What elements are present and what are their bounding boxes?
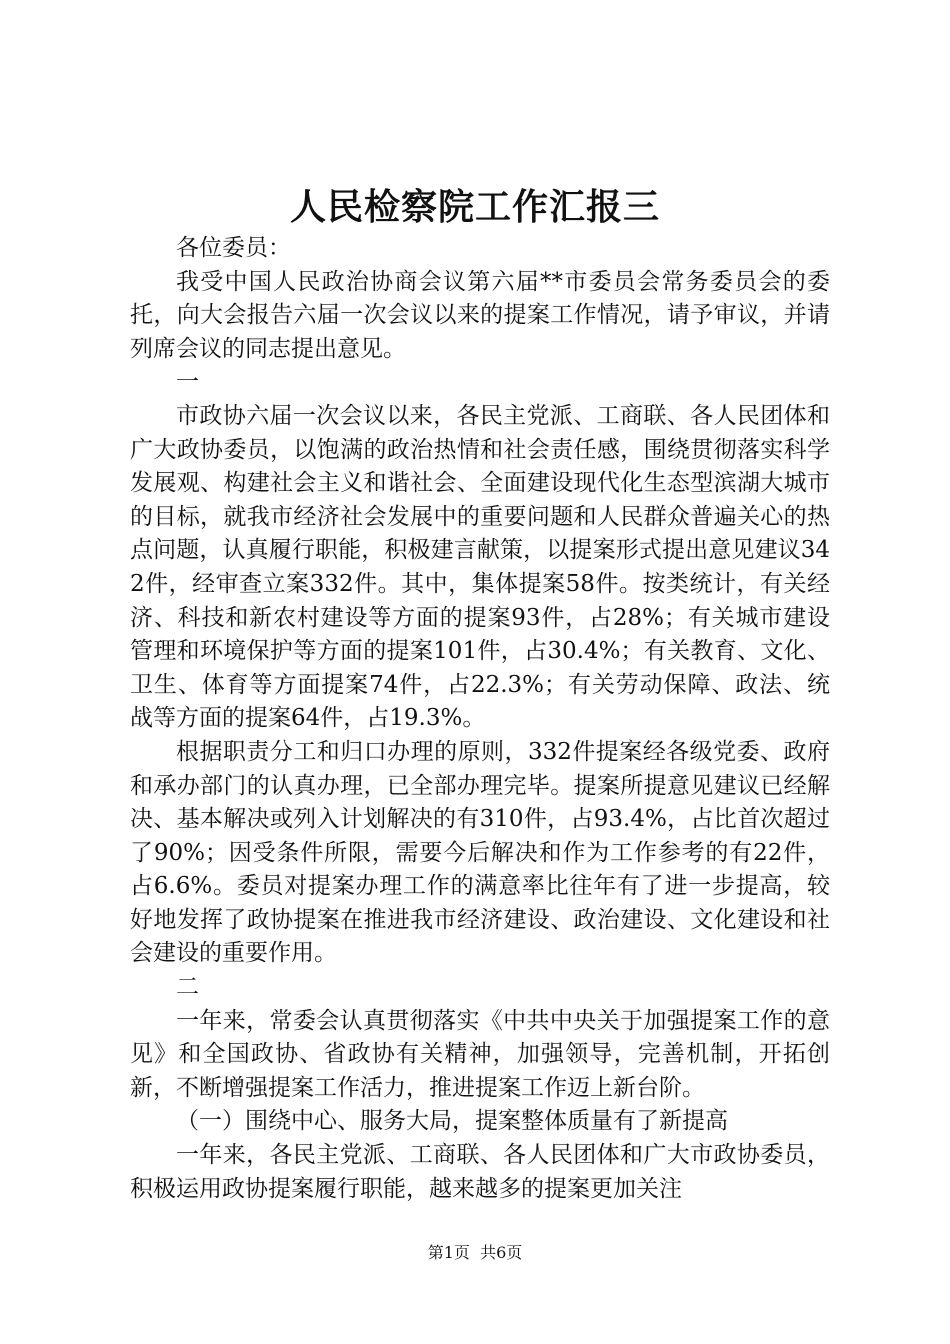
intro-paragraph: 我受中国人民政治协商会议第六届**市委员会常务委员会的委托，向大会报告六届一次会议以来的提案工作情况，请予审议，并请列席会议的同志提出意见。 bbox=[130, 268, 830, 362]
body-paragraph: 一年来，各民主党派、工商联、各人民团体和广大市政协委员，积极运用政协提案履行职能，越来越多的提案更加关注 bbox=[130, 1142, 830, 1202]
body-paragraph: 市政协六届一次会议以来，各民主党派、工商联、各人民团体和广大政协委员，以饱满的政治热情和社会责任感，围绕贯彻落实科学发展观、构建社会主义和谐社会、全面建设现代化生态型滨湖大城市的目标，就我市经济社会发展中的重要问题和人民群众普遍关心的热点问题，认真履行职能，积极建言献策，以提案形式提出意见建议342件，经审查立案332件。其中，集体提案58件。按类统计，有关经济、科技和新农村建设等方面的提案93件，占28%；有关城市建设管理和环境保护等方面的提案101件，占30.4%；有关教育、文化、卫生、体育等方面提案74件，占22.3%；有关劳动保障、政法、统战等方面的提案64件，占19.3%。 bbox=[130, 402, 830, 732]
subsection-heading: （一）围绕中心、服务大局，提案整体质量有了新提高 bbox=[176, 1108, 728, 1135]
body-paragraph: 根据职责分工和归口办理的原则，332件提案经各级党委、政府和承办部门的认真办理，已全部办理完毕。提案所提意见建议已经解决、基本解决或列入计划解决的有310件，占93.4%，占比首次超过了90%；因受条件所限，需要今后解决和作为工作参考的有22件，占6.6%。委员对提案办理工作的满意率比往年有了进一步提高，较好地发挥了政协提案在推进我市经济建设、政治建设、文化建设和社会建设的重要作用。 bbox=[130, 738, 830, 967]
section-heading-two: 二 bbox=[176, 974, 199, 1001]
body-paragraph: 一年来，常委会认真贯彻落实《中共中央关于加强提案工作的意见》和全国政协、省政协有关精神，加强领导，完善机制，开拓创新，不断增强提案工作活力，推进提案工作迈上新台阶。 bbox=[130, 1007, 830, 1101]
salutation: 各位委员： bbox=[176, 235, 291, 261]
section-heading-one: 一 bbox=[176, 369, 199, 396]
document-title: 人民检察院工作汇报三 bbox=[289, 186, 660, 228]
page-number: 第1页 bbox=[427, 1243, 470, 1262]
page-footer bbox=[0, 1242, 950, 1264]
page-total: 共6页 bbox=[480, 1243, 523, 1262]
document-body bbox=[130, 232, 830, 1206]
